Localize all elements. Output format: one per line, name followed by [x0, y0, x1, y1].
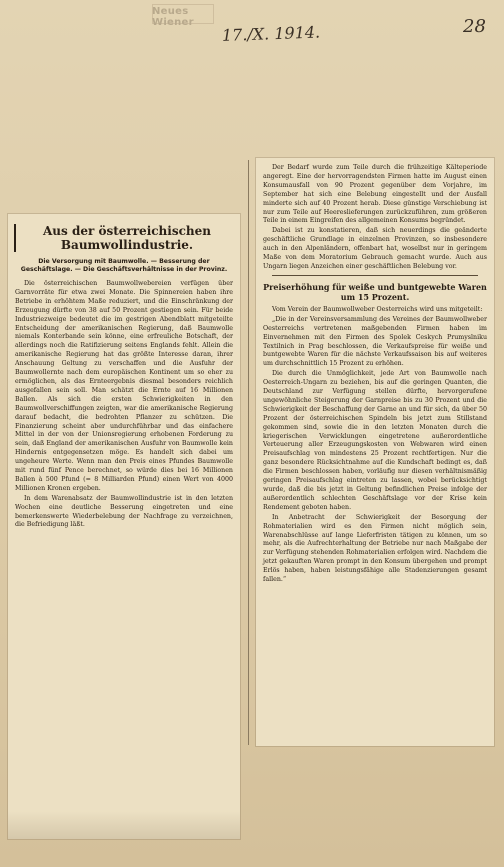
right-article-clipping — [256, 158, 494, 746]
paragraph: Die österreichischen Baumwollwebereien verfügen über Garnvorräte für etwa zwei Monate. Die Spinnereien haben ihre Betriebe in erhöhtem Maße reduziert, und die Einschränkung der Erzeugung dürfte von 38 auf 50 Prozent gestiegen sein. Für beide Industriezweige bedeutet die im gestrigen Abendblatt mitgeteilte Entscheidung der amerikanischen Regierung, daß Baumwolle niemals Konterbande sein könne, eine erfreuliche Botschaft, der allerdings noch die Ratifizierung seitens Englands fehlt. Allein die amerikanische Regierung hat das größte Interesse daran, ihrer Anschauung Geltung zu verschaffen und die Ausfuhr der Baumwollernte nach dem europäischen Kontinent um so eher zu ermöglichen, als das Ernteergebnis diesmal besonders reichlich ausgefallen sein soll. Man schätzt die Ernte auf 16 Millionen Ballen. Als sich die ersten Schwierigkeiten in den Baumwollverschiffungen zeigten, war die amerikanische Regierung darauf bedacht, die bedrohten Pflanzer zu schützen. Die Finanzierung scheint aber undurchführbar und das einfachere Mittel in der von der Unionsregierung erhobenen Forderung zu sein, daß England der amerikanischen Ausfuhr von Baumwolle kein Hindernis entgegensetzen möge. Es handelt sich dabei um ungeheure Werte. Wenn man den Preis eines Pfundes Baumwolle mit rund fünf Pence berechnet, so würde dies bei 16 Millionen Ballen à 500 Pfund (= 8 Milliarden Pfund) einen Wert von 4000 Millionen Kronen ergeben. — [15, 280, 233, 492]
paragraph: Vom Verein der Baumwollweber Oesterreichs wird uns mitgeteilt: — [272, 305, 483, 313]
handwritten-date: 17./X. 1914. — [221, 22, 321, 45]
section-headline: Preiserhöhung für weiße und buntgewebte Waren um 15 Prozent. — [263, 281, 487, 302]
right-article-body — [256, 158, 494, 272]
article-subhead: Die Versorgung mit Baumwolle. — Besserung der Geschäftslage. — Die Geschäftsverhältnisse in der Provinz. — [20, 258, 228, 273]
paragraph: Die durch die Unmöglichkeit, jede Art von Baumwolle nach Oesterreich-Ungarn zu beziehen, bis auf die geringen Quanten, die Deutschland zur Verfügung stellen dürfte, hervorgerufene ungewöhnliche Steigerung der Garnpreise bis zu 30 Prozent und die Schwierigkeit der Beschaffung der Garne an und für sich, da über 50 Prozent der österreichischen Spindeln bis jetzt zum Stillstand gekommen sind, sowie die in den letzten Monaten durch die kriegerischen Verwicklungen eingetretene außerordentliche Verteuerung aller Erzeugungskosten von Webwaren wird einen Preisaufschlag von mindestens 25 Prozent rechtfertigen. Nur die ganz besondere Rücksichtnahme auf die Kundschaft bedingt es, daß die Firmen beschlossen haben, vorläufig nur diesen verhältnismäßig geringen Preisaufschlag eintreten zu lassen, wobei berücksichtigt wurde, daß die bis jetzt in Geltung befindlichen Preise infolge der außerordentlich schlechten Geschäftslage vor der Krise kein Rendement geboten haben. — [263, 370, 487, 511]
paragraph: Dabei ist zu konstatieren, daß sich neuerdings die geänderte geschäftliche Grundlage in einzelnen Provinzen, so insbesondere auch in den Alpenländern, offenbart hat, woselbst nur in geringem Maße von dem Moratorium Gebrauch gemacht wurde. Auch aus Ungarn liegen Anzeichen einer geschäftlichen Belebung vor. — [263, 227, 487, 270]
paper-stain — [8, 811, 240, 839]
paragraph: In Anbetracht der Schwierigkeit der Besorgung der Rohmaterialien wird es den Firmen nicht möglich sein, Warenabschlüsse auf lange Lieferfristen tätigen zu können, um so mehr, als die Aufrechterhaltung der Betriebe nur nach Maßgabe der zur Verfügung stehenden Rohmaterialien erfolgen wird. Nachdem die jetzt gekauften Waren prompt in den Konsum übergehen und prompt Erlös haben, haben leistungsfähige alle Stadenzierungen gesamt fallen.“ — [263, 513, 487, 584]
left-article-body — [8, 280, 240, 530]
handwritten-page-number: 28 — [463, 16, 486, 37]
paragraph: In dem Warenabsatz der Baumwollindustrie ist in den letzten Wochen eine deutliche Besserung eingetreten und eine bemerkenswerte Wiederbelebung der Nachfrage zu verzeichnen, die Befriedigung läßt. — [15, 494, 233, 529]
column-rule — [248, 160, 249, 745]
paragraph: Der Bedarf wurde zum Teile durch die frühzeitige Kälteperiode angeregt. Eine der hervorragendsten Firmen hatte im August einen Konsumausfall von 90 Prozent gegenüber dem Vorjahre, im September hat sich eine Belebung eingestellt und der Ausfall minderte sich auf 40 Prozent herab. Diese günstige Verschiebung ist nur zum Teile auf Heereslieferungen zurückzuführen, zum größeren Teile in einem Eingreifen des allgemeinen Konsums begründet. — [263, 164, 487, 225]
article-headline: Aus der österreichischen Baumwollindustrie. — [14, 224, 234, 252]
archive-stamp: Neues Wiener — [152, 6, 194, 28]
left-article-clipping — [8, 214, 240, 839]
right-article-body-2 — [256, 306, 494, 585]
section-divider — [272, 275, 478, 276]
paragraph: „Die in der Vereinsversammlung des Vereines der Baumwollweber Oesterreichs vertretenen maßgebenden Firmen haben im Einvernehmen mit den Firmen des Spolek Ceskych Prumyslniku Textilnich in Prag beschlossen, die Verkaufspreise für weiße und buntgewebte Waren für die nächste Verkaufssaison bis auf weiteres um durchschnittlich 15 Prozent zu erhöhen. — [263, 315, 487, 368]
